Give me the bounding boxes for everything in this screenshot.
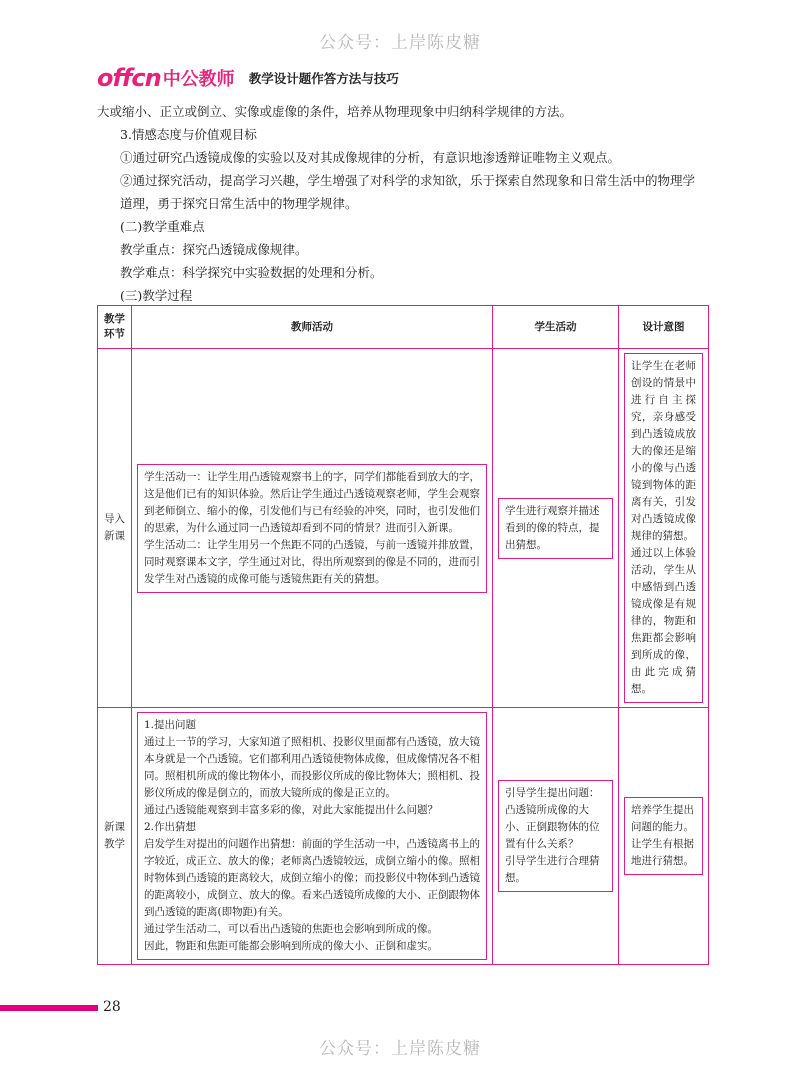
stage-cell: 新课教学: [98, 708, 132, 965]
teacher-activity-box: [137, 464, 487, 593]
offcn-logo: [97, 64, 235, 92]
teacher-activity-cell: [132, 708, 493, 965]
design-intent-box: [624, 797, 703, 875]
body-text: [97, 100, 707, 307]
section-heading: (二)教学重难点: [120, 219, 205, 234]
student-activity-text: 引导学生提出问题：凸透镜所成像的大小、正倒跟物体的位置有什么关系？: [505, 787, 600, 850]
key-point: 教学重点：探究凸透镜成像规律。: [120, 242, 308, 257]
student-activity-box: [498, 780, 613, 892]
header-teacher-activity: 教师活动: [132, 306, 493, 349]
student-activity-text: 学生进行观察并描述看到的像的特点，提出猜想。: [505, 504, 600, 551]
design-intent-cell: [619, 708, 709, 965]
design-intent-text: 通过以上体验活动，学生从中感悟到凸透镜成像是有规律的，物距和焦距都会影响到所成的像，由此完成猜想。: [631, 547, 696, 695]
teacher-activity-cell: [132, 349, 493, 708]
design-intent-text: 让学生在老师创设的情景中进行自主探究，亲身感受到凸透镜成放大的像还是缩小的像与凸透镜到物体的距离有关，引发对凸透镜成像规律的猜想。: [631, 360, 696, 542]
teacher-activity-text: 通过凸透镜能观察到丰富多彩的像，对此大家能提出什么问题？: [144, 804, 438, 816]
paragraph-line: 大或缩小、正立或倒立、实像或虚像的条件，培养从物理现象中归纳科学规律的方法。: [97, 104, 573, 119]
teacher-activity-box: [137, 712, 487, 960]
objective-item: ①通过研究凸透镜成像的实验以及对其成像规律的分析，有意识地渗透辩证唯物主义观点。: [120, 150, 621, 165]
header-title: 教学设计题作答方法与技巧: [248, 71, 399, 86]
section-heading: (三)教学过程: [120, 288, 193, 303]
page-header: [97, 65, 399, 91]
header-stage: 教学环节: [98, 306, 132, 349]
table-row: [98, 708, 709, 965]
design-intent-box: [624, 353, 703, 703]
student-activity-text: 引导学生进行合理猜想。: [505, 855, 600, 884]
teaching-process-table: [97, 305, 709, 965]
student-activity-box: [498, 498, 613, 559]
page-number: 28: [103, 999, 121, 1015]
teacher-activity-text: 学生活动一：让学生用凸透镜观察书上的字，同学们都能看到放大的字，这是他们已有的知识体验。然后让学生通过凸透镜观察老师，学生会观察到老师倒立、缩小的像，引发他们与已有经验的冲突，同时，也引发他们的思索，为什么通过同一凸透镜却看到不同的情景？进而引入新课。: [144, 470, 480, 534]
watermark-bottom: 公众号：上岸陈皮糖: [319, 1039, 481, 1059]
teacher-activity-text: 学生活动二：让学生用另一个焦距不同的凸透镜，与前一透镜并排放置，同时观察课本文字，学生通过对比，得出所观察到的像是不同的，进而引发学生对凸透镜的成像可能与透镜焦距有关的猜想。: [144, 538, 480, 585]
teacher-activity-text: 启发学生对提出的问题作出猜想：前面的学生活动一中，凸透镜离书上的字较近，成正立、放大的像；老师离凸透镜较远，成倒立缩小的像。照相时物体到凸透镜的距离较大，成倒立缩小的像；而投影仪中物体到凸透镜的距离较小，成倒立、放大的像。看来凸透镜所成像的大小、正倒跟物体到凸透镜的距离(即物距)有关。: [144, 838, 480, 918]
design-intent-text: 让学生有根据地进行猜想。: [631, 838, 694, 867]
design-intent-cell: [619, 349, 709, 708]
table-row: [98, 349, 709, 708]
teacher-activity-text: 2.作出猜想: [144, 821, 197, 833]
teacher-activity-text: 1.提出问题: [144, 719, 197, 731]
logo-chinese-text: 中公教师: [162, 69, 235, 90]
design-intent-text: 培养学生提出问题的能力。: [631, 804, 694, 833]
teacher-activity-text: 通过学生活动二，可以看出凸透镜的焦距也会影响到所成的像。: [144, 923, 438, 935]
header-design-intent: 设计意图: [619, 306, 709, 349]
table-header-row: [98, 306, 709, 349]
student-activity-cell: [493, 708, 619, 965]
objective-item: ②通过探究活动，提高学习兴趣，学生增强了对科学的求知欲，乐于探索自然现象和日常生活中的物理学道理，勇于探究日常生活中的物理学规律。: [120, 173, 696, 211]
section-heading: 3.情感态度与价值观目标: [120, 127, 257, 142]
page-number-bar: [0, 1005, 98, 1011]
teacher-activity-text: 因此，物距和焦距可能都会影响到所成的像大小、正倒和虚实。: [144, 940, 438, 952]
teacher-activity-text: 通过上一节的学习，大家知道了照相机、投影仪里面都有凸透镜，放大镜本身就是一个凸透镜。它们都利用凸透镜使物体成像，但成像情况各不相同。照相机所成的像比物体小，而投影仪所成的像比物体大；照相机、投影仪所成的像是倒立的，而放大镜所成的像是正立的。: [144, 736, 480, 799]
logo-latin-text: offcn: [97, 64, 161, 92]
stage-cell: 导入新课: [98, 349, 132, 708]
header-student-activity: 学生活动: [493, 306, 619, 349]
watermark-top: 公众号：上岸陈皮糖: [319, 33, 481, 53]
student-activity-cell: [493, 349, 619, 708]
difficult-point: 教学难点：科学探究中实验数据的处理和分析。: [120, 265, 383, 280]
